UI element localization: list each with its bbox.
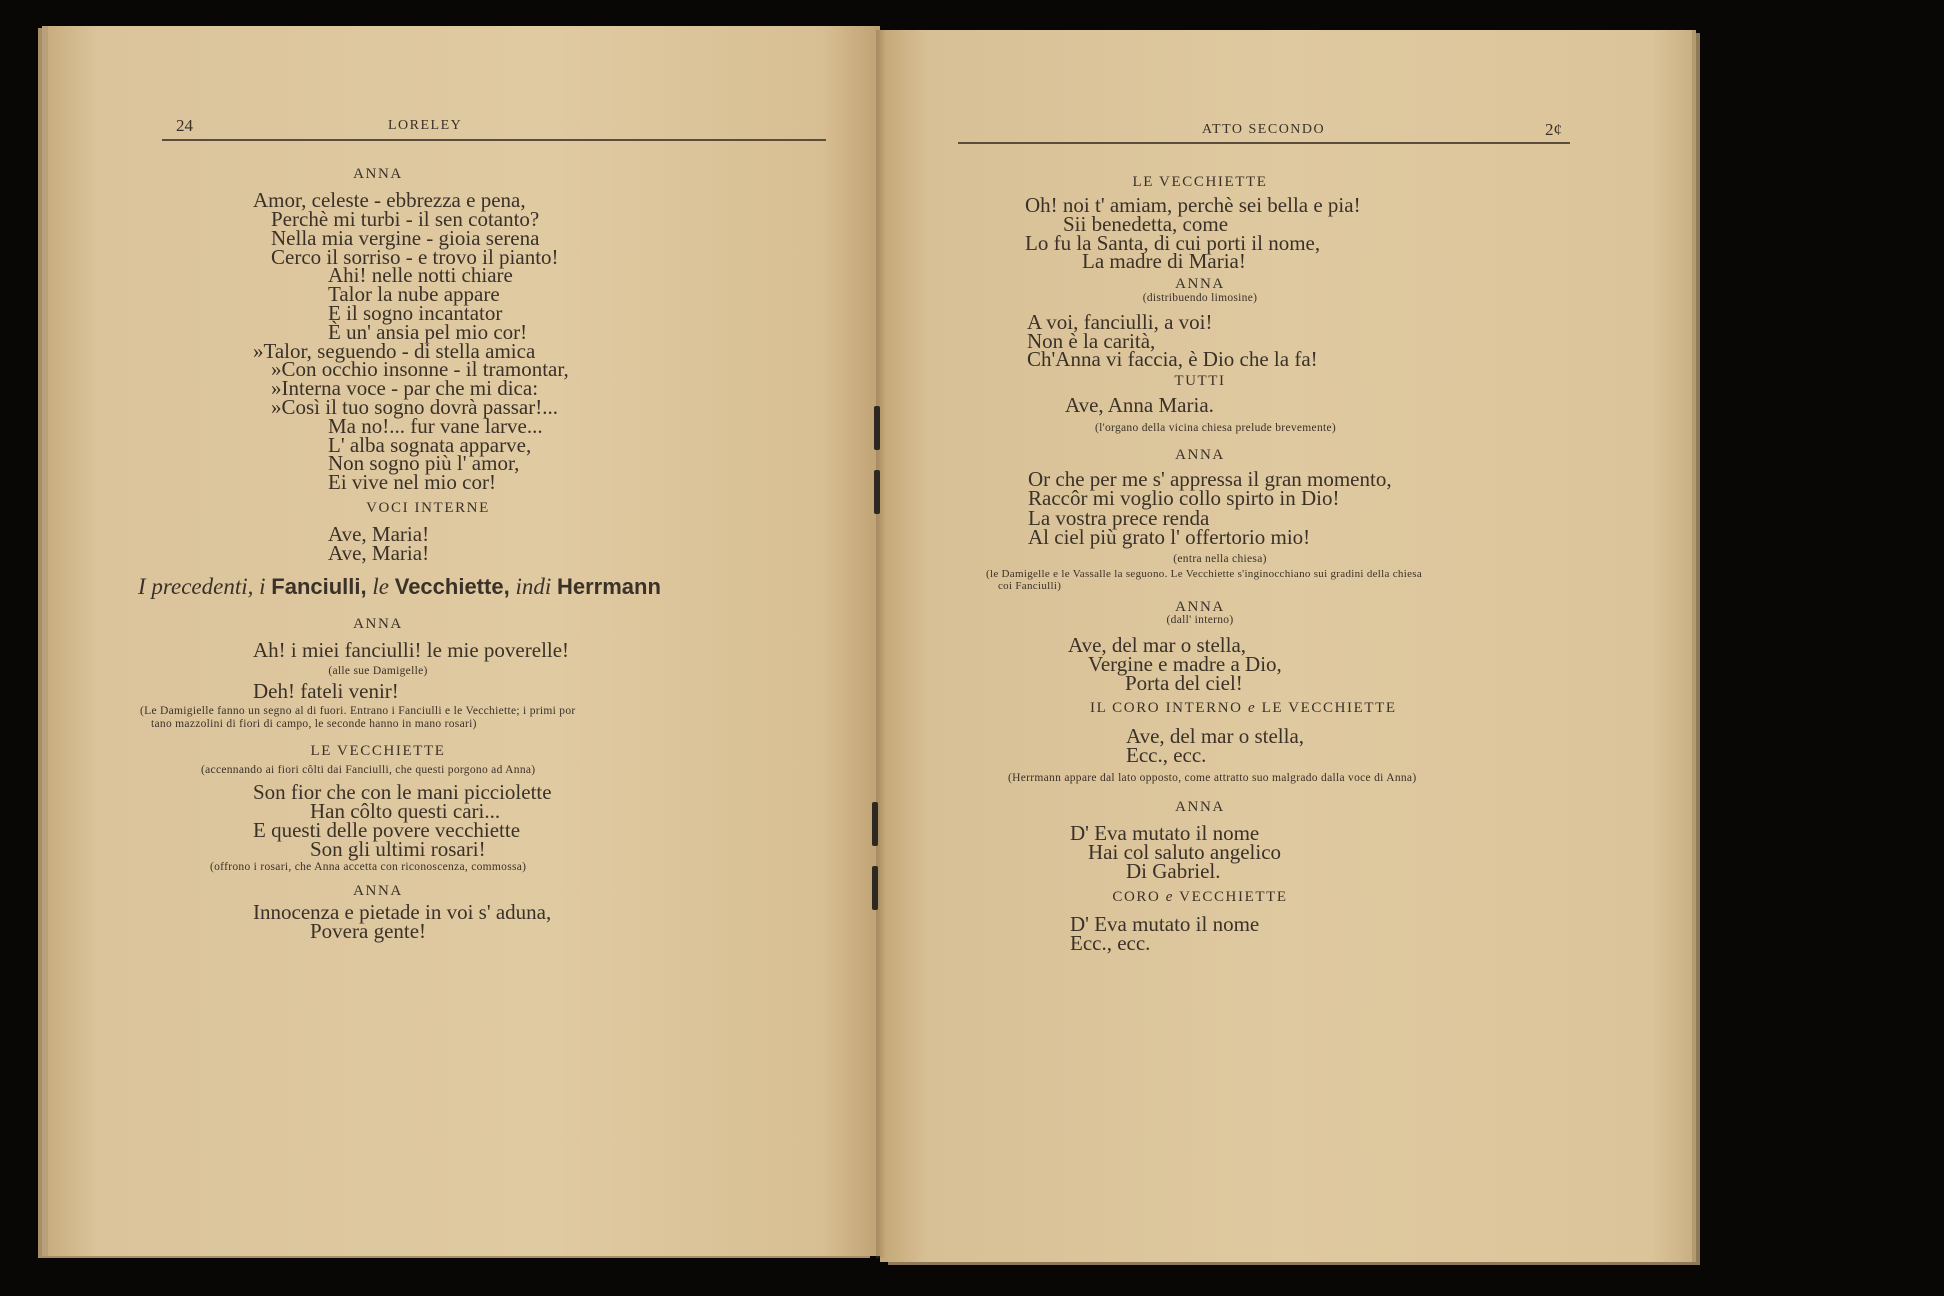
scene-text: indi <box>515 574 552 599</box>
speaker-label: ANNA <box>1175 447 1225 463</box>
verse-line: E il sogno incantator <box>328 301 503 325</box>
header-rule <box>958 142 1570 144</box>
stage-direction: (entra nella chiesa) <box>1173 553 1267 565</box>
speaker-label: ANNA <box>1175 276 1225 292</box>
verse-line: Ave, Anna Maria. <box>1065 393 1214 417</box>
verse-line: Di Gabriel. <box>1126 859 1221 883</box>
verse-line: Ave, Maria! <box>328 541 430 565</box>
speaker-label: ANNA <box>353 166 403 182</box>
verse-line: Ch'Anna vi faccia, è Dio che la fa! <box>1027 347 1318 371</box>
page-number: 2¢ <box>1545 120 1562 139</box>
verse-line: Or che per me s' appressa il gran momento, <box>1028 467 1392 491</box>
verse-line: Sii benedetta, come <box>1063 212 1229 236</box>
stage-direction: (Herrmann appare dal lato opposto, come attratto suo malgrado dalla voce di Anna) <box>1008 772 1417 784</box>
page-number: 24 <box>176 116 193 135</box>
binding-staple <box>872 802 878 846</box>
verse-line: Nella mia vergine - gioia serena <box>271 226 540 250</box>
running-head: ATTO SECONDO <box>1202 122 1326 137</box>
speaker-label: ANNA <box>353 616 403 632</box>
header-rule <box>162 139 826 141</box>
verse-line: Oh! noi t' amiam, perchè sei bella e pia! <box>1025 193 1361 217</box>
speaker-label <box>1090 700 1397 717</box>
verse-line: Talor la nube appare <box>328 282 500 306</box>
scene-text: le <box>372 574 389 599</box>
right-page <box>880 30 1692 1262</box>
verse-line: Cerco il sorriso - e trovo il pianto! <box>271 245 559 269</box>
stage-direction: (le Damigelle e le Vassalle la seguono. Le Vecchiette s'inginocchiano sui gradini della chiesa <box>986 568 1423 580</box>
speaker-label: ANNA <box>353 883 403 899</box>
running-head: LORELEY <box>388 118 463 133</box>
scene-character: Vecchiette, <box>394 574 510 599</box>
verse-line: L' alba sognata apparve, <box>328 433 532 457</box>
verse-line: A voi, fanciulli, a voi! <box>1027 310 1213 334</box>
verse-line: »Talor, seguendo - di stella amica <box>253 339 536 363</box>
verse-line: »Così il tuo sogno dovrà passar!... <box>271 395 558 419</box>
speaker-label: LE VECCHIETTE <box>310 743 446 759</box>
verse-line: Ave, Maria! <box>328 522 430 546</box>
verse-line: Innocenza e pietade in voi s' aduna, <box>253 900 552 924</box>
verse-line: Ei vive nel mio cor! <box>328 470 496 494</box>
verse-line: Lo fu la Santa, di cui porti il nome, <box>1025 231 1321 255</box>
verse-line: Amor, celeste - ebbrezza e pena, <box>253 188 526 212</box>
speaker-label: ANNA <box>1175 799 1225 815</box>
speaker-label <box>1070 889 1330 906</box>
stage-direction: (l'organo della vicina chiesa prelude brevemente) <box>1095 422 1337 434</box>
speaker-name: VECCHIETTE <box>1179 889 1288 905</box>
speaker-label: TUTTI <box>1174 373 1226 389</box>
verse-line: Non sogno più l' amor, <box>328 451 520 475</box>
verse-line: Son fior che con le mani picciolette <box>253 780 552 804</box>
left-page <box>48 26 880 1256</box>
verse-line: Hai col saluto angelico <box>1088 840 1282 864</box>
stage-direction: coi Fanciulli) <box>998 580 1062 592</box>
verse-line: D' Eva mutato il nome <box>1070 912 1260 936</box>
scene-text: I precedenti, i <box>138 574 266 599</box>
verse-line: Ma no!... fur vane larve... <box>328 414 543 438</box>
verse-line: La madre di Maria! <box>1082 249 1246 273</box>
verse-line: Povera gente! <box>310 919 427 943</box>
scene-character: Herrmann <box>556 574 661 599</box>
stage-direction: tano mazzolini di fiori di campo, le seconde hanno in mano rosari) <box>151 718 477 730</box>
verse-line: Ah! i miei fanciulli! le mie poverelle! <box>253 638 570 662</box>
verse-line: La vostra prece renda <box>1028 506 1210 530</box>
verse-line: Porta del ciel! <box>1125 671 1243 695</box>
stage-direction: (offrono i rosari, che Anna accetta con riconoscenza, commossa) <box>210 861 527 873</box>
speaker-name: IL CORO INTERNO <box>1090 700 1243 716</box>
verse-line: Al ciel più grato l' offertorio mio! <box>1028 525 1311 549</box>
verse-line: Non è la carità, <box>1027 329 1156 353</box>
scene-heading <box>138 574 661 600</box>
speaker-label: ANNA <box>1175 599 1225 615</box>
gutter-shadow <box>876 30 886 1258</box>
verse-line: »Con occhio insonne - il tramontar, <box>271 357 569 381</box>
verse-line: Ahi! nelle notti chiare <box>328 263 513 287</box>
verse-line: Vergine e madre a Dio, <box>1088 652 1282 676</box>
binding-staple <box>874 470 880 514</box>
speaker-conjunction: e <box>1165 889 1175 905</box>
verse-line: E questi delle povere vecchiette <box>253 818 521 842</box>
verse-line: Perchè mi turbi - il sen cotanto? <box>271 207 540 231</box>
scene-character: Fanciulli, <box>271 574 367 599</box>
verse-line: Ecc., ecc. <box>1070 931 1151 955</box>
verse-line: È un' ansia pel mio cor! <box>328 320 528 344</box>
speaker-name: LE VECCHIETTE <box>1261 700 1397 716</box>
verse-line: Deh! fateli venir! <box>253 679 399 703</box>
binding-staple <box>872 866 878 910</box>
verse-line: Ave, del mar o stella, <box>1126 724 1305 748</box>
stage-direction: (accennando ai fiori côlti dai Fanciulli, che questi porgono ad Anna) <box>201 764 536 776</box>
stage-direction: (distribuendo limosine) <box>1142 292 1258 304</box>
verse-line: »Interna voce - par che mi dica: <box>271 376 539 400</box>
verse-line: Ecc., ecc. <box>1126 743 1207 767</box>
speaker-name: CORO <box>1112 889 1161 905</box>
verse-line: Son gli ultimi rosari! <box>310 837 486 861</box>
speaker-conjunction: e <box>1247 700 1257 716</box>
binding-staple <box>874 406 880 450</box>
verse-line: Ave, del mar o stella, <box>1068 633 1247 657</box>
speaker-label: LE VECCHIETTE <box>1132 174 1268 190</box>
verse-line: D' Eva mutato il nome <box>1070 821 1260 845</box>
speaker-label: VOCI INTERNE <box>366 500 490 516</box>
verse-line: Han côlto questi cari... <box>310 799 501 823</box>
stage-direction: (dall' interno) <box>1166 614 1234 626</box>
stage-direction: (alle sue Damigelle) <box>328 665 428 677</box>
verse-line: Raccôr mi voglio collo spirto in Dio! <box>1028 486 1340 510</box>
stage-direction: (Le Damigielle fanno un segno al di fuori. Entrano i Fanciulli e le Vecchiette; i primi por <box>140 705 576 717</box>
